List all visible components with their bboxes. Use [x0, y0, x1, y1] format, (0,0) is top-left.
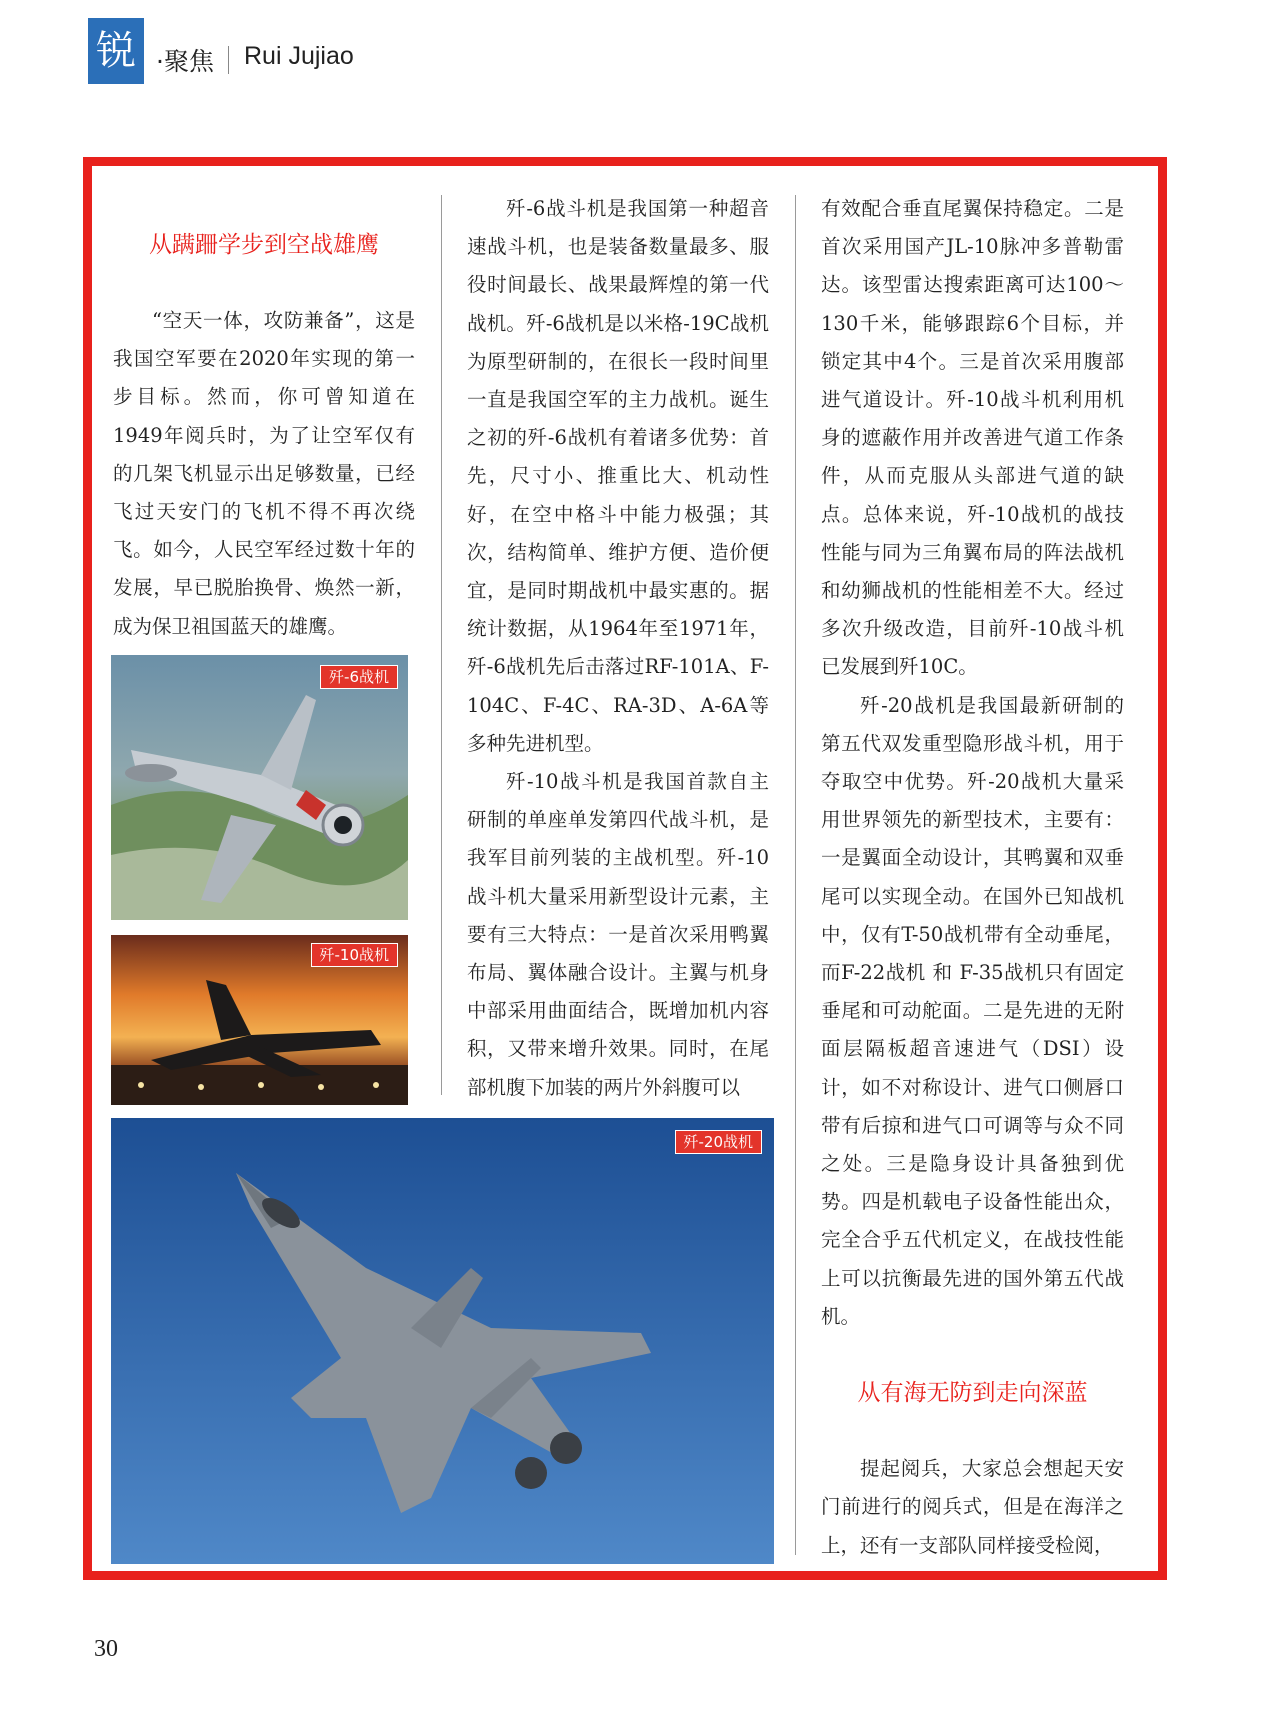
- column-3: [821, 190, 1124, 1565]
- column-divider-1: [441, 195, 442, 1095]
- j20-fighter-image: [111, 1118, 774, 1564]
- section-heading-air-force: 从蹒跚学步到空战雄鹰: [149, 232, 379, 258]
- section-name: ·聚焦: [156, 47, 214, 76]
- paragraph: 有效配合垂直尾翼保持稳定。二是首次采用国产JL-10脉冲多普勒雷达。该型雷达搜索距离可达100～130千米，能够跟踪6个目标，并锁定其中4个。三是首次采用腹部进气道设计。歼-10战斗机利用机身的遮蔽作用并改善进气道工作条件，从而克服从头部进气道的缺点。总体来说，歼-10战机的战技性能与同为三角翼布局的阵法战机和幼狮战机的性能相差不大。经过多次升级改造，目前歼-10战斗机已发展到歼10C。: [821, 197, 1124, 679]
- photo-caption-j6: 歼-6战机: [320, 665, 398, 689]
- page-number: 30: [94, 1636, 118, 1662]
- paragraph: 歼-20战机是我国最新研制的第五代双发重型隐形战斗机，用于夺取空中优势。歼-20战机大量采用世界领先的新型技术，主要有：一是翼面全动设计，其鸭翼和双垂尾可以实现全动。在国外已知战机中，仅有T-50战机带有全动垂尾，而F-22战机 和 F-35战机只有固定垂尾和可动舵面。二是先进的无附面层隔板超音速进气（DSI）设计，如不对称设计、进气口侧唇口带有后掠和进气口可调等与众不同之处。三是隐身设计具备独到优势。四是机载电子设备性能出众，完全合乎五代机定义，在战技性能上可以抗衡最先进的国外第五代战机。: [821, 693, 1124, 1328]
- photo-j10-fighter: [111, 935, 408, 1105]
- paragraph: 歼-10战斗机是我国首款自主研制的单座单发第四代战斗机，是我军目前列装的主战机型。歼-10战斗机大量采用新型设计元素，主要有三大特点：一是首次采用鸭翼布局、翼体融合设计。主翼与机身中部采用曲面结合，既增加机内容积，又带来增升效果。同时，在尾部机腹下加装的两片外斜腹可以: [467, 770, 769, 1099]
- header-divider: [228, 46, 229, 74]
- photo-caption-j20: 歼-20战机: [675, 1130, 763, 1154]
- photo-j6-fighter: [111, 655, 408, 920]
- j6-fighter-image: [111, 655, 408, 920]
- photo-caption-j10: 歼-10战机: [311, 943, 399, 967]
- column-divider-2: [795, 195, 796, 1555]
- column-1: [113, 226, 415, 646]
- section-name-latin: Rui Jujiao: [244, 42, 354, 70]
- column-2: [467, 190, 769, 1107]
- section-heading-navy: 从有海无防到走向深蓝: [857, 1380, 1088, 1407]
- paragraph: 提起阅兵，大家总会想起天安门前进行的阅兵式，但是在海洋之上，还有一支部队同样接受检阅，: [821, 1457, 1124, 1557]
- photo-j20-fighter: [111, 1118, 774, 1564]
- section-badge: 锐: [88, 18, 144, 84]
- paragraph: 歼-6战斗机是我国第一种超音速战斗机，也是装备数量最多、服役时间最长、战果最辉煌的第一代战机。歼-6战机是以米格-19C战机为原型研制的，在很长一段时间里一直是我国空军的主力战机。诞生之初的歼-6战机有着诸多优势：首先，尺寸小、推重比大、机动性好，在空中格斗中能力极强；其次，结构简单、维护方便、造价便宜，是同时期战机中最实惠的。据统计数据，从1964年至1971年，歼-6战机先后击落过RF-101A、F-104C、F-4C、RA-3D、A-6A等多种先进机型。: [467, 197, 769, 755]
- paragraph: “空天一体，攻防兼备”，这是我国空军要在2020年实现的第一步目标。然而，你可曾知道在1949年阅兵时，为了让空军仅有的几架飞机显示出足够数量，已经飞过天安门的飞机不得不再次绕飞。如今，人民空军经过数十年的发展，早已脱胎换骨、焕然一新，成为保卫祖国蓝天的雄鹰。: [113, 309, 415, 638]
